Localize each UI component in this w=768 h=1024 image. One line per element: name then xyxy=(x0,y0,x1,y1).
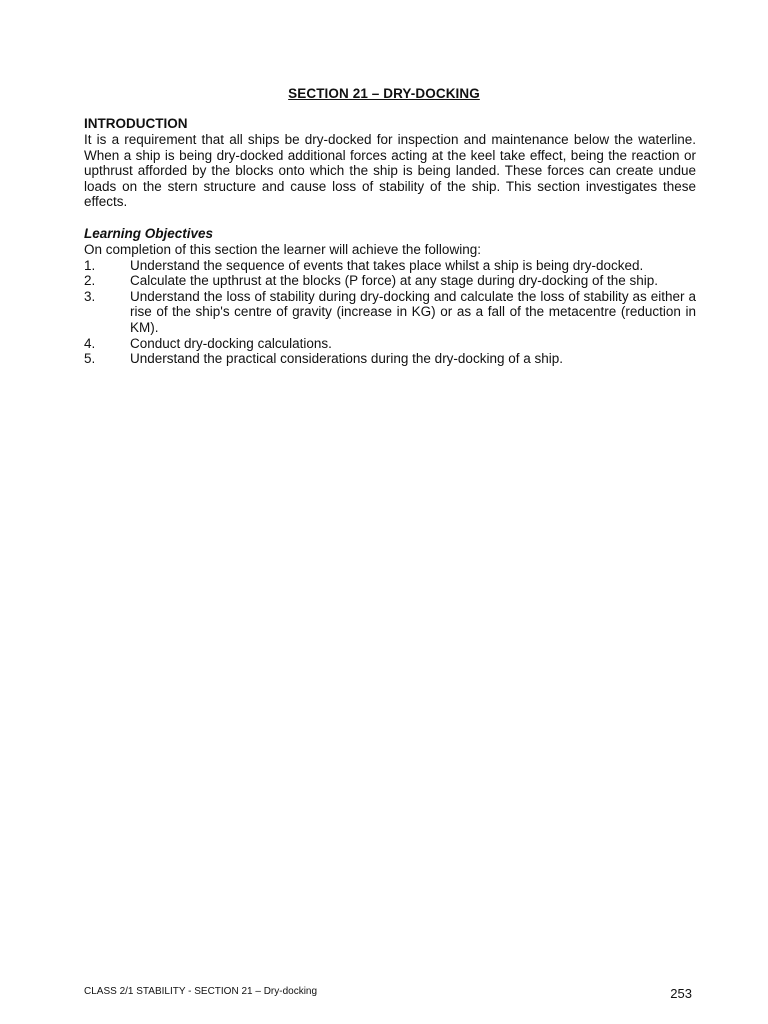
list-item-text: Calculate the upthrust at the blocks (P force) at any stage during dry-docking of the ship. xyxy=(130,273,659,289)
list-item-number: 3. xyxy=(84,288,96,304)
introduction-heading: INTRODUCTION xyxy=(84,116,188,131)
footer-course-label: CLASS 2/1 STABILITY - SECTION 21 – Dry-docking xyxy=(84,986,318,997)
list-item xyxy=(84,273,696,289)
list-item xyxy=(84,258,696,274)
list-item-text: Understand the loss of stability during dry-docking and calculate the loss of stability as either a rise of the ship's centre of gravity (increase in KG) or as a fall of the metacentre (reduction in KM). xyxy=(130,288,696,335)
spacer xyxy=(84,210,696,225)
list-item-text: Conduct dry-docking calculations. xyxy=(130,335,332,351)
list-item-number: 2. xyxy=(84,273,96,289)
list-item-text: Understand the practical considerations during the dry-docking of a ship. xyxy=(130,351,563,367)
page-content xyxy=(84,115,696,367)
introduction-paragraph: It is a requirement that all ships be dry-docked for inspection and maintenance below the waterline. When a ship is being dry-docked additional forces acting at the keel take effect, being the reaction or upthrust afforded by the blocks onto which the ship is being landed. These forces can create undue loads on the stern structure and cause loss of stability of the ship. This section investigates these effects. xyxy=(84,132,696,210)
list-item xyxy=(84,289,696,336)
list-item-text: Understand the sequence of events that takes place whilst a ship is being dry-docked. xyxy=(130,257,644,273)
list-item xyxy=(84,336,696,352)
list-item xyxy=(84,351,696,367)
learning-objectives-intro: On completion of this section the learner will achieve the following: xyxy=(84,241,481,257)
list-item-number: 1. xyxy=(84,257,96,273)
list-item-number: 4. xyxy=(84,335,96,351)
page-number: 253 xyxy=(670,986,692,1001)
list-item-number: 5. xyxy=(84,351,96,367)
section-title: SECTION 21 – DRY-DOCKING xyxy=(288,86,480,101)
objectives-list xyxy=(84,258,696,367)
learning-objectives-heading: Learning Objectives xyxy=(84,225,214,241)
